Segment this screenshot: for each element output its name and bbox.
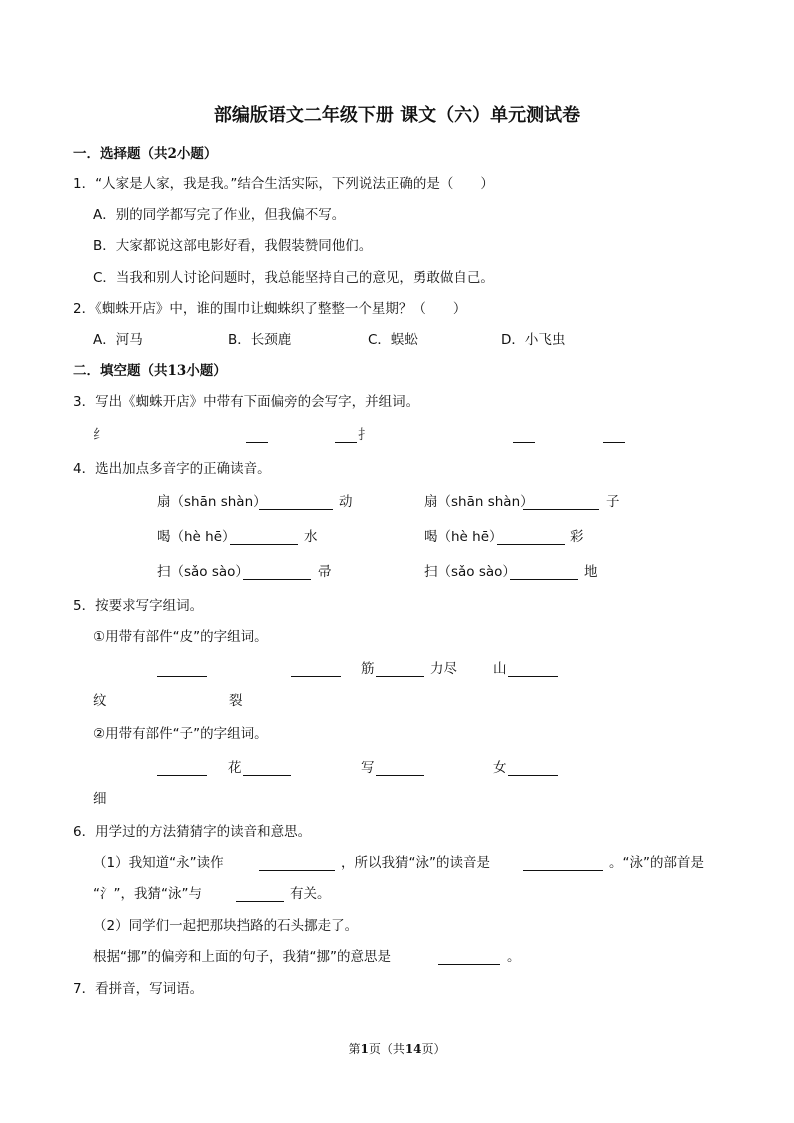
word-prefix: 花: [228, 760, 242, 776]
page-footer: [0, 1041, 794, 1057]
word-tail: 水: [304, 529, 318, 545]
word-prefix: 山: [493, 661, 507, 677]
radical-shou: 扌: [358, 427, 372, 443]
pinyin-choice-he-1: 喝（hè hē）: [157, 529, 236, 545]
answer-blank[interactable]: [259, 495, 333, 510]
page-number: 1: [360, 1042, 369, 1056]
question-1-option-b: B．大家都说这部电影好看，我假装赞同他们。: [93, 238, 373, 254]
pinyin-choice-sao-1: 扫（sǎo sào）: [157, 564, 249, 580]
question-7-stem: 7．看拼音，写词语。: [73, 981, 204, 997]
question-5-sub-1: ①用带有部件“皮”的字组词。: [93, 629, 268, 645]
page-title: 部编版语文二年级下册 课文（六）单元测试卷: [213, 105, 581, 126]
question-2-option-c: C．蜈蚣: [368, 332, 418, 348]
word-suffix: 力尽: [430, 661, 457, 677]
answer-blank[interactable]: [291, 662, 341, 677]
question-2-option-d: D．小飞虫: [501, 332, 566, 348]
question-1-option-c: C．当我和别人讨论问题时，我总能坚持自己的意见，勇敢做自己。: [93, 270, 494, 286]
word-prefix: 裂: [229, 693, 243, 709]
section-heading-fill: 二．填空题（共13小题）: [73, 363, 227, 379]
word-prefix: 筋: [361, 661, 375, 677]
answer-blank[interactable]: [230, 530, 298, 545]
section-heading-choice: 一．选择题（共2小题）: [73, 146, 218, 162]
question-6-part-1-text-d: “氵”，我猜“泳”与: [93, 886, 202, 902]
radical-si: 纟: [93, 427, 107, 443]
pinyin-choice-shan-2: 扇（shān shàn）: [424, 494, 534, 510]
answer-blank[interactable]: [157, 761, 207, 776]
word-prefix: 写: [361, 760, 375, 776]
question-5-sub-2: ②用带有部件“子”的字组词。: [93, 726, 268, 742]
answer-blank[interactable]: [497, 530, 565, 545]
answer-blank[interactable]: [438, 950, 500, 965]
word-prefix: 女: [493, 760, 507, 776]
question-5-stem: 5．按要求写字组词。: [73, 598, 204, 614]
answer-blank[interactable]: [243, 761, 291, 776]
answer-blank[interactable]: [246, 428, 268, 443]
question-6-part-1-text-a: （1）我知道“永”读作: [93, 855, 224, 871]
question-2-option-a: A．河马: [93, 332, 143, 348]
footer-suffix: 页）: [421, 1042, 446, 1056]
answer-blank[interactable]: [508, 662, 558, 677]
word-tail: 地: [584, 564, 598, 580]
answer-blank[interactable]: [236, 887, 284, 902]
question-6-part-1-text-c: 。“泳”的部首是: [609, 855, 704, 871]
pinyin-choice-sao-2: 扫（sǎo sào）: [424, 564, 516, 580]
answer-blank[interactable]: [259, 856, 335, 871]
answer-blank[interactable]: [508, 761, 558, 776]
word-tail: 帚: [318, 564, 332, 580]
question-6-stem: 6．用学过的方法猜猜字的读音和意思。: [73, 824, 312, 840]
answer-blank[interactable]: [157, 662, 207, 677]
answer-blank[interactable]: [376, 662, 424, 677]
question-1-option-a: A．别的同学都写完了作业，但我偏不写。: [93, 207, 346, 223]
answer-blank[interactable]: [523, 856, 603, 871]
word-tail: 彩: [570, 529, 584, 545]
question-6-part-3-text: 根据“挪”的偏旁和上面的句子，我猜“挪”的意思是: [93, 949, 391, 965]
answer-blank[interactable]: [513, 428, 535, 443]
question-3-stem: 3．写出《蜘蛛开店》中带有下面偏旁的会写字，并组词。: [73, 394, 420, 410]
answer-blank[interactable]: [603, 428, 625, 443]
answer-blank[interactable]: [335, 428, 357, 443]
footer-middle: 页（共: [368, 1042, 405, 1056]
total-pages: 14: [404, 1042, 422, 1056]
word-tail: 子: [606, 494, 620, 510]
word-prefix: 纹: [93, 693, 107, 709]
pinyin-choice-shan-1: 扇（shān shàn）: [157, 494, 267, 510]
answer-blank[interactable]: [523, 495, 599, 510]
question-6-part-1-text-e: 有关。: [290, 886, 331, 902]
question-2-option-b: B．长颈鹿: [228, 332, 292, 348]
question-6-part-1-text-b: ，所以我猜“泳”的读音是: [341, 855, 490, 871]
answer-blank[interactable]: [376, 761, 424, 776]
question-6-part-2: （2）同学们一起把那块挡路的石头挪走了。: [93, 918, 359, 934]
question-6-part-3-end: 。: [507, 949, 521, 965]
answer-blank[interactable]: [510, 565, 578, 580]
word-tail: 动: [339, 494, 353, 510]
pinyin-choice-he-2: 喝（hè hē）: [424, 529, 503, 545]
question-1-stem: 1．“人家是人家，我是我。”结合生活实际，下列说法正确的是（ ）: [73, 176, 494, 192]
word-prefix: 细: [93, 791, 107, 807]
question-2-stem: 2．《蜘蛛开店》中，谁的围巾让蜘蛛织了整整一个星期？（ ）: [73, 301, 467, 317]
footer-prefix: 第: [348, 1042, 361, 1056]
question-4-stem: 4．选出加点多音字的正确读音。: [73, 461, 271, 477]
answer-blank[interactable]: [243, 565, 311, 580]
